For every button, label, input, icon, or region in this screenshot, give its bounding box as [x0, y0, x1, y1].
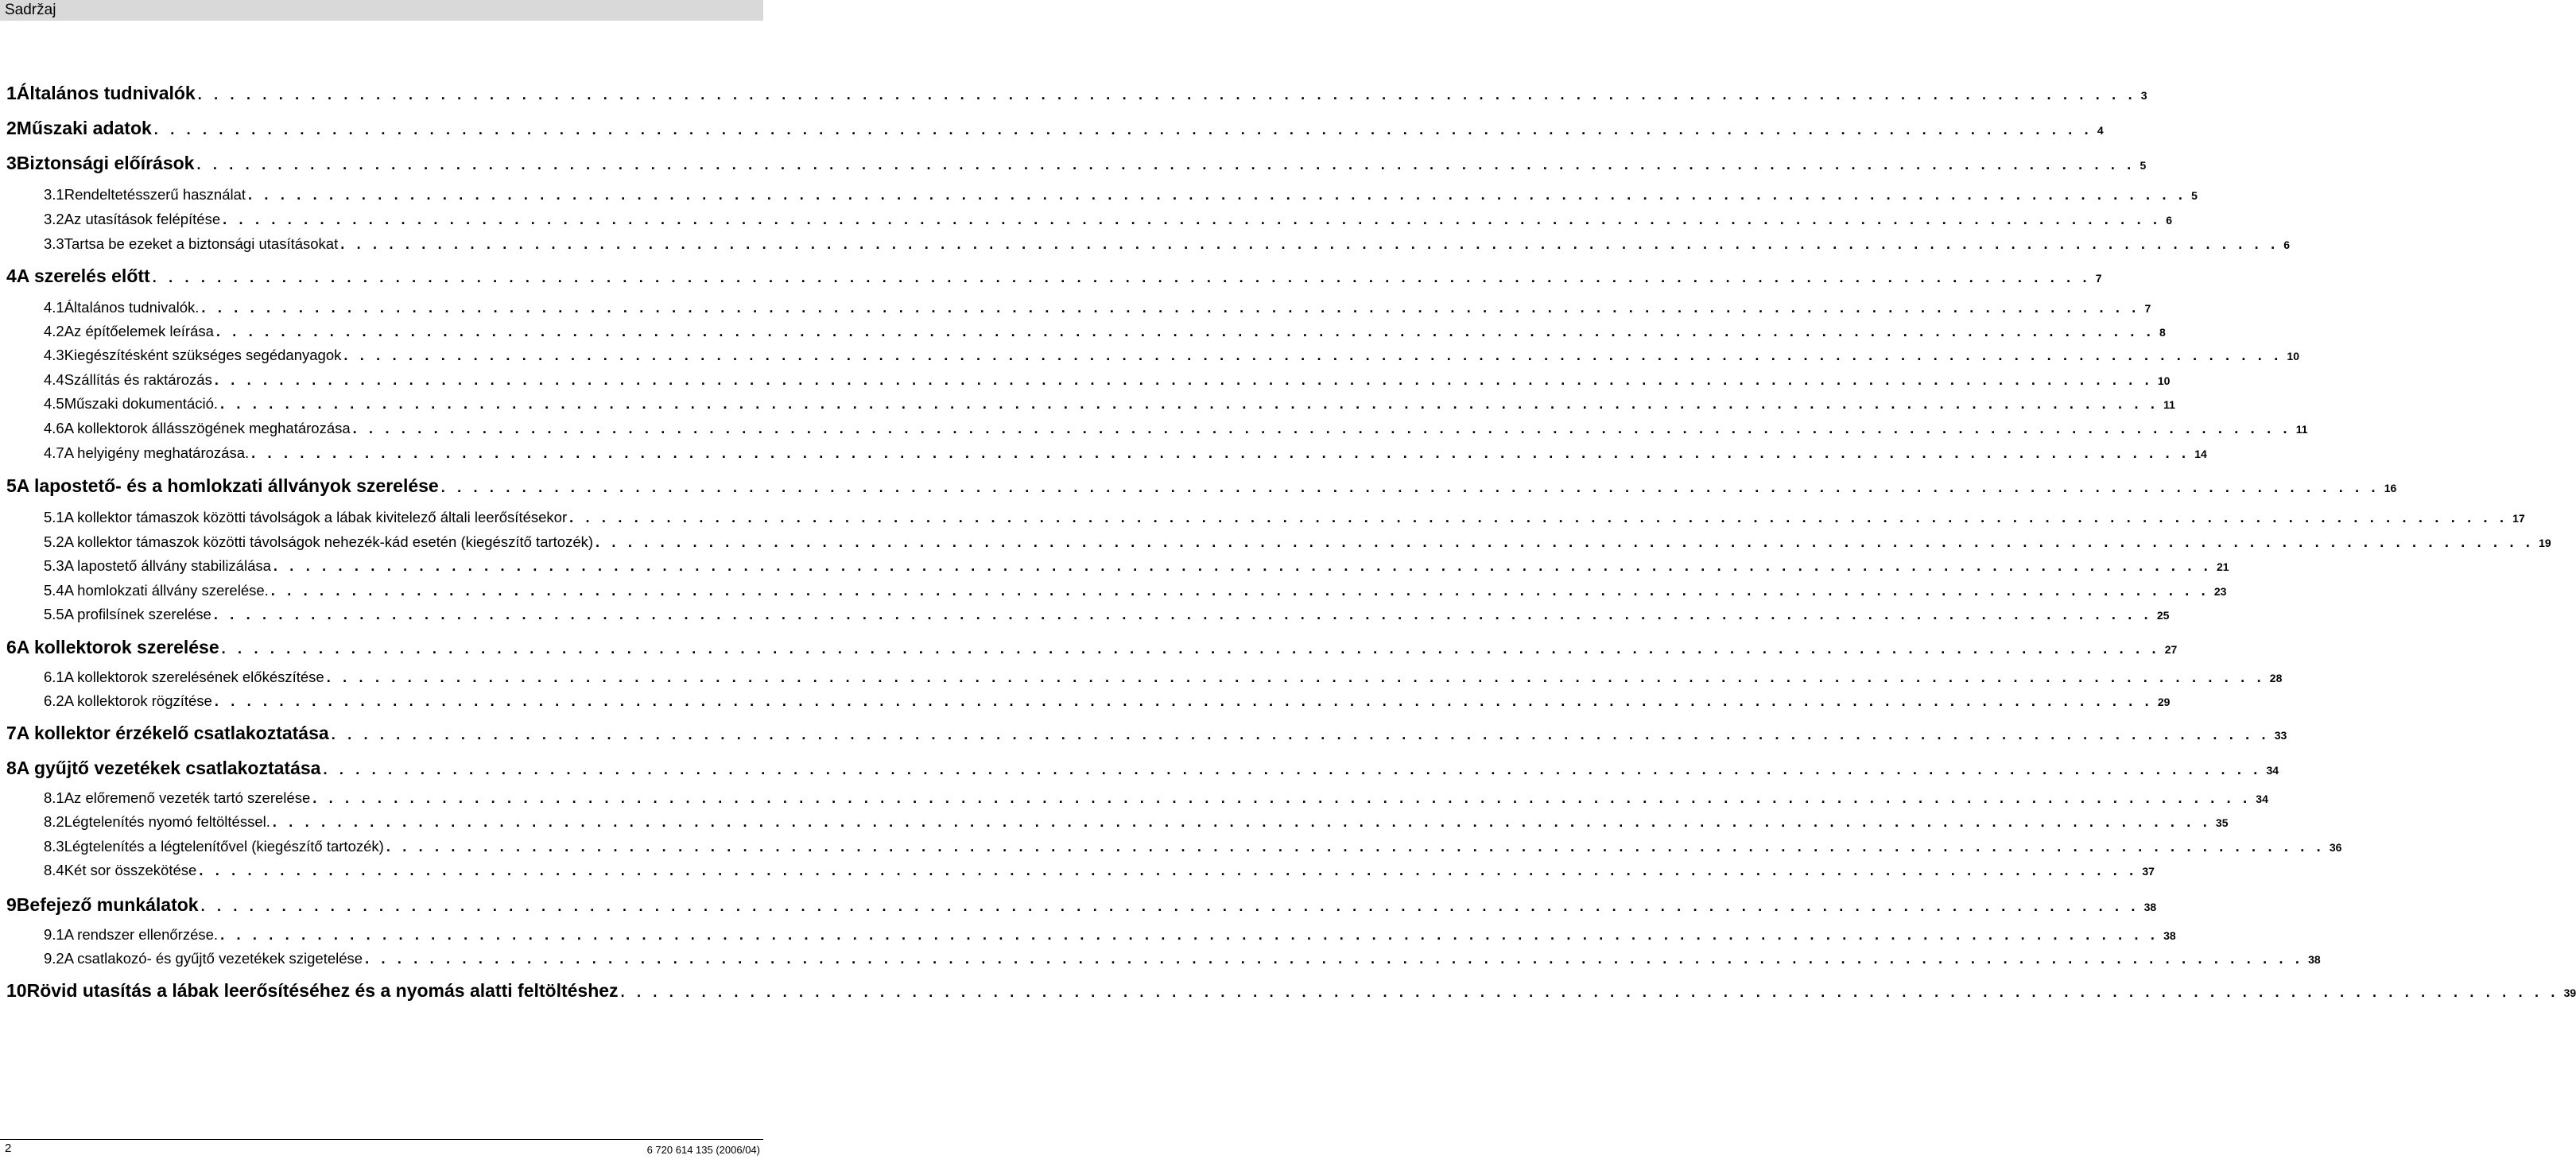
- toc-entry-title: Általános tudnivalók: [16, 83, 196, 103]
- toc-entry-number: 8: [6, 758, 17, 778]
- toc-entry-title: A kollektorok szerelése: [16, 637, 219, 657]
- dot-leader: . . . . . . . . . . . . . . . . . . . . . . . . . . . . . . . . . . . . . . . . . . . . . . . . . . . . . . . . . . . . . . . . . . . . . . . . . . . . . . . . . . . . . . . . . . . . . . . . . . . . . . . . . . . . . . . . . . . . . . . .: [352, 421, 2291, 436]
- toc-entry-number: 8.2: [44, 813, 64, 830]
- toc-entry-page: 6: [2283, 238, 2291, 251]
- toc-entry-title: A lapostető állvány stabilizálása: [64, 557, 271, 574]
- toc-section[interactable]: [6, 862, 2155, 879]
- toc-entry-number: 10: [6, 980, 27, 1001]
- dot-leader: . . . . . . . . . . . . . . . . . . . . . . . . . . . . . . . . . . . . . . . . . . . . . . . . . . . . . . . . . . . . . . . . . . . . . . . . . . . . . . . . . . . . . . . . . . . . . . . . . . . . . . . . . . . . . . . . . . . . . . . .: [215, 324, 2155, 339]
- toc-entry-number: 6.1: [44, 669, 64, 685]
- toc-section[interactable]: [6, 926, 2176, 944]
- toc-section[interactable]: [6, 323, 2166, 340]
- toc-entry-title: Kiegészítésként szükséges segédanyagok: [64, 347, 342, 363]
- toc-entry-number: 4.7: [44, 444, 64, 461]
- toc-section[interactable]: [6, 692, 2171, 710]
- toc-entry-page: 17: [2512, 512, 2525, 525]
- toc-entry-page: 35: [2215, 816, 2229, 829]
- toc-entry-title: A csatlakozó- és gyűjtő vezetékek szigetelése: [64, 950, 363, 967]
- toc-entry-page: 8: [2159, 326, 2166, 339]
- toc-entry-number: 5.1: [44, 509, 64, 525]
- dot-leader: . . . . . . . . . . . . . . . . . . . . . . . . . . . . . . . . . . . . . . . . . . . . . . . . . . . . . . . . . . . . . . . . . . . . . . . . . . . . . . . . . . . . . . . . . . . . . . . . . . . . . . . . . . . . . . . . . . . . . . . .: [201, 300, 2140, 316]
- toc-entry-page: 39: [2563, 987, 2576, 999]
- toc-entry-number: 3: [6, 153, 17, 173]
- toc-entry-number: 5.5: [44, 606, 64, 622]
- toc-entry-page: 38: [2163, 929, 2176, 942]
- dot-leader: . . . . . . . . . . . . . . . . . . . . . . . . . . . . . . . . . . . . . . . . . . . . . . . . . . . . . . . . . . . . . . . . . . . . . . . . . . . . . . . . . . . . . . . . . . . . . . . . . . . . . . . . . . . . . . . . . . . . . . . .: [220, 927, 2159, 943]
- dot-leader: . . . . . . . . . . . . . . . . . . . . . . . . . . . . . . . . . . . . . . . . . . . . . . . . . . . . . . . . . . . . . . . . . . . . . . . . . . . . . . . . . . . . . . . . . . . . . . . . . . . . . . . . . . . . . . . . . . . . . . . .: [196, 157, 2136, 172]
- toc-entry-title: A kollektorok szerelésének előkészítése: [64, 669, 324, 685]
- toc-entry-title: Műszaki dokumentáció.: [64, 395, 219, 412]
- toc-section[interactable]: [6, 533, 2551, 551]
- toc-section[interactable]: [6, 669, 2283, 686]
- toc-entry-title: A gyűjtő vezetékek csatlakoztatása: [16, 758, 321, 778]
- dot-leader: . . . . . . . . . . . . . . . . . . . . . . . . . . . . . . . . . . . . . . . . . . . . . . . . . . . . . . . . . . . . . . . . . . . . . . . . . . . . . . . . . . . . . . . . . . . . . . . . . . . . . . . . . . . . . . . . . . . . . . . .: [200, 898, 2140, 914]
- toc-entry-page: 23: [2213, 585, 2227, 598]
- toc-entry-page: 7: [2144, 302, 2151, 315]
- toc-section[interactable]: [6, 347, 2299, 364]
- toc-section[interactable]: [6, 395, 2175, 413]
- toc-section[interactable]: [6, 789, 2268, 807]
- toc-entry-number: 5.4: [44, 582, 64, 599]
- dot-leader: . . . . . . . . . . . . . . . . . . . . . . . . . . . . . . . . . . . . . . . . . . . . . . . . . . . . . . . . . . . . . . . . . . . . . . . . . . . . . . . . . . . . . . . . . . . . . . . . . . . . . . . . . . . . . . . . . . . . . . . .: [331, 727, 2270, 742]
- toc-entry-number: 4.6: [44, 420, 64, 436]
- header-bar: [0, 0, 763, 21]
- dot-leader: . . . . . . . . . . . . . . . . . . . . . . . . . . . . . . . . . . . . . . . . . . . . . . . . . . . . . . . . . . . . . . . . . . . . . . . . . . . . . . . . . . . . . . . . . . . . . . . . . . . . . . . . . . . . . . . . . . . . . . . .: [326, 669, 2265, 685]
- dot-leader: . . . . . . . . . . . . . . . . . . . . . . . . . . . . . . . . . . . . . . . . . . . . . . . . . . . . . . . . . . . . . . . . . . . . . . . . . . . . . . . . . . . . . . . . . . . . . . . . . . . . . . . . . . . . . . . . . . . . . . . .: [270, 583, 2209, 599]
- dot-leader: . . . . . . . . . . . . . . . . . . . . . . . . . . . . . . . . . . . . . . . . . . . . . . . . . . . . . . . . . . . . . . . . . . . . . . . . . . . . . . . . . . . . . . . . . . . . . . . . . . . . . . . . . . . . . . . . . . . . . . . .: [152, 269, 2091, 285]
- toc-entry-number: 3.1: [44, 186, 64, 203]
- toc-section[interactable]: [6, 838, 2342, 855]
- toc-section[interactable]: [6, 186, 2198, 204]
- toc-entry-number: 1: [6, 83, 17, 103]
- toc-entry-page: 4: [2097, 124, 2104, 137]
- dot-leader: . . . . . . . . . . . . . . . . . . . . . . . . . . . . . . . . . . . . . . . . . . . . . . . . . . . . . . . . . . . . . . . . . . . . . . . . . . . . . . . . . . . . . . . . . . . . . . . . . . . . . . . . . . . . . . . . . . . . . . . .: [197, 87, 2136, 103]
- toc-entry-number: 2: [6, 118, 17, 138]
- dot-leader: . . . . . . . . . . . . . . . . . . . . . . . . . . . . . . . . . . . . . . . . . . . . . . . . . . . . . . . . . . . . . . . . . . . . . . . . . . . . . . . . . . . . . . . . . . . . . . . . . . . . . . . . . . . . . . . . . . . . . . . .: [365, 951, 2304, 967]
- toc-chapter[interactable]: [6, 475, 2397, 497]
- dot-leader: . . . . . . . . . . . . . . . . . . . . . . . . . . . . . . . . . . . . . . . . . . . . . . . . . . . . . . . . . . . . . . . . . . . . . . . . . . . . . . . . . . . . . . . . . . . . . . . . . . . . . . . . . . . . . . . . . . . . . . . .: [221, 641, 2160, 657]
- toc-entry-page: 3: [2140, 89, 2147, 102]
- dot-leader: . . . . . . . . . . . . . . . . . . . . . . . . . . . . . . . . . . . . . . . . . . . . . . . . . . . . . . . . . . . . . . . . . . . . . . . . . . . . . . . . . . . . . . . . . . . . . . . . . . . . . . . . . . . . . . . . . . . . . . . .: [323, 762, 2262, 777]
- toc-entry-title: Műszaki adatok: [16, 118, 152, 138]
- toc-entry-title: Rövid utasítás a lábak leerősítéséhez és a nyomás alatti feltöltéshez: [26, 980, 619, 1001]
- toc-chapter[interactable]: [6, 83, 2147, 104]
- toc-entry-page: 7: [2095, 272, 2102, 285]
- toc-entry-page: 25: [2156, 609, 2170, 622]
- toc-entry-title: Az építőelemek leírása: [64, 323, 214, 339]
- toc-entry-title: Két sor összekötése: [64, 862, 197, 878]
- dot-leader: . . . . . . . . . . . . . . . . . . . . . . . . . . . . . . . . . . . . . . . . . . . . . . . . . . . . . . . . . . . . . . . . . . . . . . . . . . . . . . . . . . . . . . . . . . . . . . . . . . . . . . . . . . . . . . . . . . . . . . . .: [620, 984, 2559, 1000]
- dot-leader: . . . . . . . . . . . . . . . . . . . . . . . . . . . . . . . . . . . . . . . . . . . . . . . . . . . . . . . . . . . . . . . . . . . . . . . . . . . . . . . . . . . . . . . . . . . . . . . . . . . . . . . . . . . . . . . . . . . . . . . .: [596, 534, 2535, 550]
- toc-section[interactable]: [6, 444, 2207, 462]
- toc-entry-number: 8.4: [44, 862, 64, 878]
- toc-entry-number: 5.2: [44, 533, 64, 550]
- toc-section[interactable]: [6, 371, 2171, 389]
- toc-entry-number: 4.1: [44, 299, 64, 316]
- toc-section[interactable]: [6, 299, 2151, 316]
- toc-entry-title: Általános tudnivalók.: [64, 299, 200, 316]
- toc-section[interactable]: [6, 509, 2525, 526]
- toc-entry-page: 11: [2295, 423, 2308, 436]
- toc-entry-number: 8.3: [44, 838, 64, 855]
- toc-entry-title: Az utasítások felépítése: [64, 211, 221, 227]
- toc-entry-page: 10: [2287, 350, 2299, 362]
- toc-entry-number: 9: [6, 894, 17, 915]
- toc-entry-page: 6: [2166, 214, 2172, 227]
- toc-entry-number: 5.3: [44, 557, 64, 574]
- dot-leader: . . . . . . . . . . . . . . . . . . . . . . . . . . . . . . . . . . . . . . . . . . . . . . . . . . . . . . . . . . . . . . . . . . . . . . . . . . . . . . . . . . . . . . . . . . . . . . . . . . . . . . . . . . . . . . . . . . . . . . . .: [251, 445, 2190, 461]
- toc-entry-number: 5: [6, 475, 17, 496]
- toc-entry-title: Az előremenő vezeték tartó szerelése: [64, 789, 311, 806]
- footer-divider: [0, 1139, 763, 1140]
- toc-entry-title: Szállítás és raktározás: [64, 371, 212, 388]
- toc-entry-page: 11: [2163, 398, 2175, 411]
- toc-entry-page: 5: [2191, 189, 2198, 202]
- toc-entry-number: 9.2: [44, 950, 64, 967]
- toc-entry-number: 9.1: [44, 926, 64, 943]
- dot-leader: . . . . . . . . . . . . . . . . . . . . . . . . . . . . . . . . . . . . . . . . . . . . . . . . . . . . . . . . . . . . . . . . . . . . . . . . . . . . . . . . . . . . . . . . . . . . . . . . . . . . . . . . . . . . . . . . . . . . . . . .: [272, 814, 2211, 830]
- toc-entry-number: 4.4: [44, 371, 64, 388]
- dot-leader: . . . . . . . . . . . . . . . . . . . . . . . . . . . . . . . . . . . . . . . . . . . . . . . . . . . . . . . . . . . . . . . . . . . . . . . . . . . . . . . . . . . . . . . . . . . . . . . . . . . . . . . . . . . . . . . . . . . . . . . .: [569, 510, 2508, 525]
- toc-entry-title: Légtelenítés a légtelenítővel (kiegészítő tartozék): [64, 838, 384, 855]
- toc-entry-page: 5: [2140, 159, 2147, 172]
- dot-leader: . . . . . . . . . . . . . . . . . . . . . . . . . . . . . . . . . . . . . . . . . . . . . . . . . . . . . . . . . . . . . . . . . . . . . . . . . . . . . . . . . . . . . . . . . . . . . . . . . . . . . . . . . . . . . . . . . . . . . . . .: [220, 396, 2159, 412]
- toc-entry-page: 29: [2157, 696, 2171, 708]
- toc-entry-page: 14: [2194, 448, 2207, 460]
- dot-leader: . . . . . . . . . . . . . . . . . . . . . . . . . . . . . . . . . . . . . . . . . . . . . . . . . . . . . . . . . . . . . . . . . . . . . . . . . . . . . . . . . . . . . . . . . . . . . . . . . . . . . . . . . . . . . . . . . . . . . . . .: [386, 839, 2325, 855]
- toc-entry-title: A helyigény meghatározása.: [64, 444, 250, 461]
- toc-entry-title: Tartsa be ezeket a biztonsági utasításokat: [64, 235, 339, 252]
- toc-chapter[interactable]: [6, 758, 2279, 779]
- dot-leader: . . . . . . . . . . . . . . . . . . . . . . . . . . . . . . . . . . . . . . . . . . . . . . . . . . . . . . . . . . . . . . . . . . . . . . . . . . . . . . . . . . . . . . . . . . . . . . . . . . . . . . . . . . . . . . . . . . . . . . . .: [213, 607, 2152, 622]
- toc-entry-page: 37: [2142, 865, 2155, 878]
- toc-chapter[interactable]: [6, 637, 2178, 658]
- toc-entry-title: A lapostető- és a homlokzati állványok szerelése: [16, 475, 439, 496]
- dot-leader: . . . . . . . . . . . . . . . . . . . . . . . . . . . . . . . . . . . . . . . . . . . . . . . . . . . . . . . . . . . . . . . . . . . . . . . . . . . . . . . . . . . . . . . . . . . . . . . . . . . . . . . . . . . . . . . . . . . . . . . .: [214, 693, 2153, 709]
- toc-entry-number: 6: [6, 637, 17, 657]
- dot-leader: . . . . . . . . . . . . . . . . . . . . . . . . . . . . . . . . . . . . . . . . . . . . . . . . . . . . . . . . . . . . . . . . . . . . . . . . . . . . . . . . . . . . . . . . . . . . . . . . . . . . . . . . . . . . . . . . . . . . . . . .: [273, 558, 2212, 574]
- toc-entry-title: A kollektorok állásszögének meghatározása: [64, 420, 351, 436]
- toc-entry-title: A kollektor támaszok közötti távolságok a lábak kivitelező általi leerősítésekor: [64, 509, 568, 525]
- toc-entry-number: 3.3: [44, 235, 64, 252]
- toc-entry-page: 16: [2384, 482, 2397, 494]
- toc-entry-title: A kollektor érzékelő csatlakoztatása: [16, 723, 329, 743]
- toc-entry-title: A kollektorok rögzítése: [64, 692, 212, 709]
- toc-entry-page: 21: [2216, 560, 2229, 573]
- toc-entry-page: 28: [2269, 672, 2283, 684]
- toc-section[interactable]: [6, 420, 2308, 437]
- page-title: Sadržaj: [5, 2, 56, 18]
- toc-chapter[interactable]: [6, 266, 2102, 287]
- dot-leader: . . . . . . . . . . . . . . . . . . . . . . . . . . . . . . . . . . . . . . . . . . . . . . . . . . . . . . . . . . . . . . . . . . . . . . . . . . . . . . . . . . . . . . . . . . . . . . . . . . . . . . . . . . . . . . . . . . . . . . . .: [343, 347, 2283, 363]
- toc-entry-title: Befejező munkálatok: [16, 894, 199, 915]
- toc-entry-title: Biztonsági előírások: [16, 153, 195, 173]
- dot-leader: . . . . . . . . . . . . . . . . . . . . . . . . . . . . . . . . . . . . . . . . . . . . . . . . . . . . . . . . . . . . . . . . . . . . . . . . . . . . . . . . . . . . . . . . . . . . . . . . . . . . . . . . . . . . . . . . . . . . . . . .: [153, 122, 2093, 138]
- toc-entry-title: Rendeltetésszerű használat: [64, 186, 246, 203]
- toc-entry-page: 34: [2256, 793, 2268, 805]
- toc-entry-page: 27: [2164, 643, 2178, 656]
- toc-entry-page: 38: [2143, 901, 2157, 913]
- toc-entry-page: 33: [2274, 729, 2287, 742]
- toc-entry-number: 4.2: [44, 323, 64, 339]
- toc-chapter[interactable]: [6, 980, 2576, 1002]
- dot-leader: . . . . . . . . . . . . . . . . . . . . . . . . . . . . . . . . . . . . . . . . . . . . . . . . . . . . . . . . . . . . . . . . . . . . . . . . . . . . . . . . . . . . . . . . . . . . . . . . . . . . . . . . . . . . . . . . . . . . . . . .: [248, 187, 2187, 203]
- toc-entry-page: 38: [2308, 953, 2321, 966]
- toc-entry-page: 36: [2329, 841, 2342, 854]
- page-number: 2: [5, 1142, 12, 1155]
- toc-chapter[interactable]: [6, 118, 2104, 139]
- toc-entry-number: 3.2: [44, 211, 64, 227]
- toc-section[interactable]: [6, 211, 2172, 228]
- toc-chapter[interactable]: [6, 153, 2147, 174]
- toc-entry-number: 4: [6, 266, 17, 286]
- dot-leader: . . . . . . . . . . . . . . . . . . . . . . . . . . . . . . . . . . . . . . . . . . . . . . . . . . . . . . . . . . . . . . . . . . . . . . . . . . . . . . . . . . . . . . . . . . . . . . . . . . . . . . . . . . . . . . . . . . . . . . . .: [199, 862, 2138, 878]
- toc-entry-title: A homlokzati állvány szerelése.: [64, 582, 269, 599]
- toc-entry-number: 4.5: [44, 395, 64, 412]
- toc-entry-title: A rendszer ellenőrzése.: [64, 926, 219, 943]
- toc-entry-title: Légtelenítés nyomó feltöltéssel.: [64, 813, 270, 830]
- toc-entry-number: 7: [6, 723, 17, 743]
- toc-entry-page: 10: [2157, 374, 2171, 387]
- dot-leader: . . . . . . . . . . . . . . . . . . . . . . . . . . . . . . . . . . . . . . . . . . . . . . . . . . . . . . . . . . . . . . . . . . . . . . . . . . . . . . . . . . . . . . . . . . . . . . . . . . . . . . . . . . . . . . . . . . . . . . . .: [223, 211, 2162, 227]
- toc-entry-number: 6.2: [44, 692, 64, 709]
- toc-section[interactable]: [6, 582, 2227, 599]
- dot-leader: . . . . . . . . . . . . . . . . . . . . . . . . . . . . . . . . . . . . . . . . . . . . . . . . . . . . . . . . . . . . . . . . . . . . . . . . . . . . . . . . . . . . . . . . . . . . . . . . . . . . . . . . . . . . . . . . . . . . . . . .: [340, 236, 2279, 252]
- dot-leader: . . . . . . . . . . . . . . . . . . . . . . . . . . . . . . . . . . . . . . . . . . . . . . . . . . . . . . . . . . . . . . . . . . . . . . . . . . . . . . . . . . . . . . . . . . . . . . . . . . . . . . . . . . . . . . . . . . . . . . . .: [214, 372, 2153, 388]
- document-id: 6 720 614 135 (2006/04): [646, 1144, 760, 1156]
- toc-entry-number: 4.3: [44, 347, 64, 363]
- toc-chapter[interactable]: [6, 723, 2287, 744]
- dot-leader: . . . . . . . . . . . . . . . . . . . . . . . . . . . . . . . . . . . . . . . . . . . . . . . . . . . . . . . . . . . . . . . . . . . . . . . . . . . . . . . . . . . . . . . . . . . . . . . . . . . . . . . . . . . . . . . . . . . . . . . .: [440, 479, 2380, 495]
- toc-section[interactable]: [6, 235, 2291, 253]
- toc-entry-page: 19: [2539, 537, 2551, 549]
- toc-chapter[interactable]: [6, 894, 2157, 916]
- toc-entry-title: A profilsínek szerelése: [64, 606, 211, 622]
- toc-section[interactable]: [6, 557, 2229, 575]
- toc-section[interactable]: [6, 606, 2170, 623]
- toc-section[interactable]: [6, 950, 2321, 967]
- toc-section[interactable]: [6, 813, 2229, 831]
- toc-entry-number: 8.1: [44, 789, 64, 806]
- toc-entry-page: 34: [2266, 764, 2279, 777]
- toc-entry-title: A szerelés előtt: [16, 266, 150, 286]
- dot-leader: . . . . . . . . . . . . . . . . . . . . . . . . . . . . . . . . . . . . . . . . . . . . . . . . . . . . . . . . . . . . . . . . . . . . . . . . . . . . . . . . . . . . . . . . . . . . . . . . . . . . . . . . . . . . . . . . . . . . . . . .: [312, 790, 2252, 806]
- toc-entry-title: A kollektor támaszok közötti távolságok nehezék-kád esetén (kiegészítő tartozék): [64, 533, 594, 550]
